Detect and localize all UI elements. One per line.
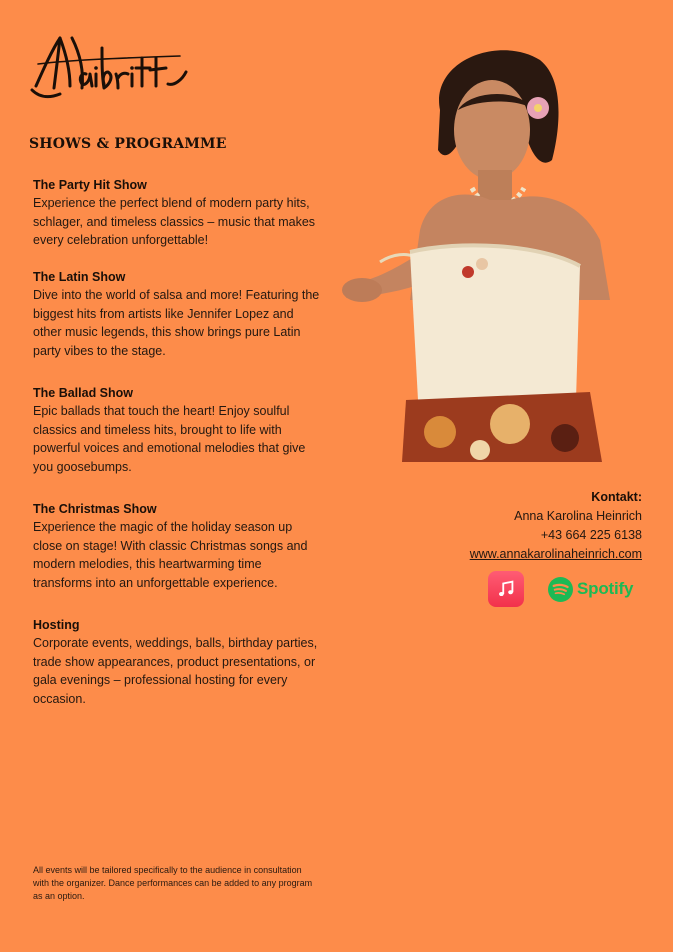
show-title: The Party Hit Show	[33, 178, 147, 192]
contact-name: Anna Karolina Heinrich	[514, 509, 642, 523]
spotify-logo[interactable]	[548, 576, 633, 602]
show-christmas	[33, 500, 323, 592]
show-description: Corporate events, weddings, balls, birthday parties, trade show appearances, product presentations, or gala evenings – professional hosting for every occasion.	[33, 636, 318, 706]
show-title: Hosting	[33, 618, 80, 632]
spotify-label: Spotify	[577, 579, 634, 598]
show-description: Experience the magic of the holiday season up close on stage! With classic Christmas songs and modern melodies, this heartwarming time transforms into an unforgettable experience.	[33, 520, 308, 590]
show-description: Epic ballads that touch the heart! Enjoy soulful classics and timeless hits, brought to life with powerful voices and emotional melodies that give you goosebumps.	[33, 404, 306, 474]
apple-music-icon[interactable]	[488, 571, 524, 607]
show-description: Dive into the world of salsa and more! Featuring the biggest hits from artists like Jennifer Lopez and other music legends, this show brings pure Latin party vibes to the stage.	[33, 288, 320, 358]
show-title: The Ballad Show	[33, 386, 134, 400]
spotify-icon	[548, 577, 573, 602]
show-description: Experience the perfect blend of modern party hits, schlager, and timeless classics – music that makes every celebration unforgettable!	[33, 196, 316, 248]
section-title: SHOWS & PROGRAMME	[29, 136, 227, 152]
contact-block	[470, 488, 642, 564]
footer-note: All events will be tailored specifically to the audience in consultation with the organizer. Dance performances can be added to any program as an option.	[33, 865, 313, 901]
brand-logo	[30, 28, 190, 118]
artist-photo	[340, 40, 640, 462]
contact-website-link[interactable]: www.annakarolinaheinrich.com	[469, 547, 642, 561]
show-ballad	[33, 384, 323, 476]
contact-label: Kontakt:	[591, 490, 642, 504]
artist-photo-illustration	[340, 40, 640, 462]
show-title: The Christmas Show	[33, 502, 157, 516]
show-latin	[33, 268, 323, 360]
show-party-hit	[33, 176, 323, 250]
signature-logo-graphic	[30, 28, 190, 118]
show-title: The Latin Show	[33, 270, 126, 284]
contact-phone[interactable]: +43 664 225 6138	[540, 528, 642, 542]
music-note-icon	[495, 578, 517, 600]
show-hosting	[33, 616, 323, 708]
